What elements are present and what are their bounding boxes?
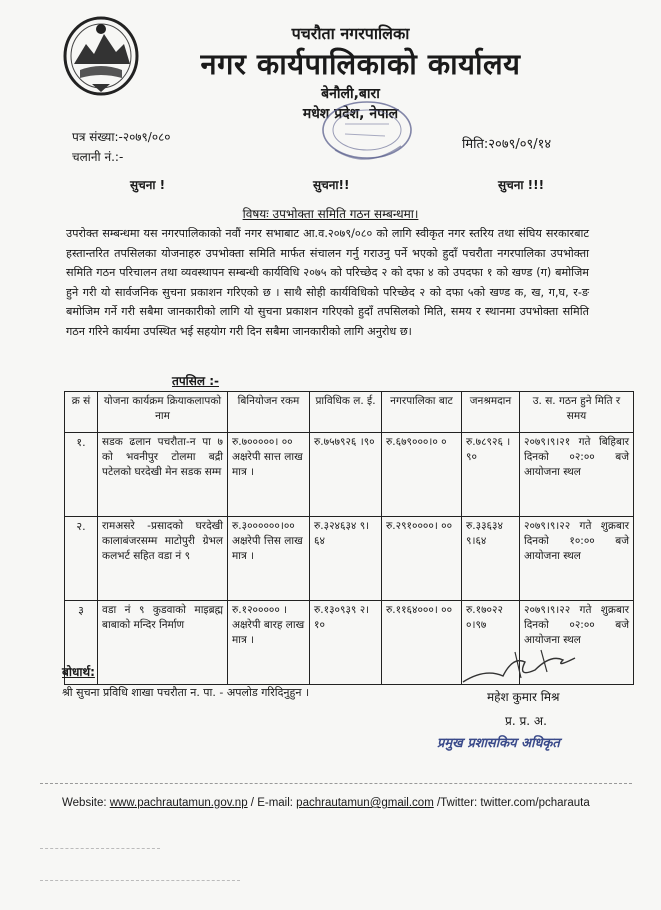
cell-municipality-share: रु.२९१००००। ०० [382, 517, 462, 601]
scan-mark [40, 880, 240, 881]
website-link[interactable]: www.pachrautamun.gov.np [109, 797, 248, 809]
header-estimate: प्राविधिक ल. ई. [310, 392, 382, 433]
cell-sn: २. [65, 517, 98, 601]
table-row [65, 433, 634, 517]
cell-schedule: २०७९।९।२२ गते शुक्रबार दिनको १०:०० बजे आयोजना स्थल [520, 517, 634, 601]
table-row [65, 517, 634, 601]
notice-label: सुचना ! [130, 178, 166, 192]
notice-label: सुचना!! [313, 178, 350, 192]
header-project-name: योजना कार्यक्रम क्रियाकलापको नाम [98, 392, 228, 433]
notice-body: उपरोक्त सम्बन्धमा यस नगरपालिकाको नवौं नगर सभाबाट आ.व.२०७९/०८० को लागि स्वीकृत नगर स्तरिय तथा संघिय सरकारबाट हस्तान्तरित तपसिलका योजनाहरु उपभोक्ता समिति मार्फत संचालन गर्नु गराउनु पर्ने भएको हुदाँ पचरौता नगरपालिका उपभोक्ता समिति गठन परिचालन तथा व्यवस्थापन सम्बन्धी कार्यविधि २०७५ को परिच्छेद २ को दफा ४ को उपदफा १ को खण्ड (ग) बमोजिम हुने गरी यो सार्वजनिक सुचना प्रकाशन गरिएको छ । साथै सोही कार्यविधिको परिच्छेद २ को दफा ५को खण्ड क, ख, ग,घ, र-ङ बमोजिम गर्ने गरी सबैमा जानकारीको लागि यो सुचना प्रकाशन गरिएको हुदाँ तपसिलको मिति, समय र स्थानमा उपभोक्ता समिति गठन गरिने कार्यमा उपस्थित भई सहयोग गरी दिन सबैमा जानकारीको लागि अनुरोध छ। [66, 227, 589, 338]
cell-budget: रु.१२००००० । अक्षरेपी बारह लाख मात्र । [228, 601, 310, 685]
subject-line: विषयः उपभोक्ता समिति गठन सम्बन्धमा। [242, 207, 419, 221]
cell-estimate: रु.१३०९३९ २।१० [310, 601, 382, 685]
cell-labor: रु.७८९२६ ।९० [462, 433, 520, 517]
table-header-row [65, 392, 634, 433]
cell-municipality-share: रु.६७९०००।० ० [382, 433, 462, 517]
cell-sn: १. [65, 433, 98, 517]
address-line-2: मधेश प्रदेश, नेपाल [302, 106, 399, 122]
cell-municipality-share: रु.११६४०००। ०० [382, 601, 462, 685]
municipality-name: पचरौता नगरपालिका [291, 24, 410, 43]
cell-estimate: रु.३२४६३४ ९।६४ [310, 517, 382, 601]
cell-schedule: २०७९।९।२२ गते शुक्रबार दिनको ०२:०० बजे आयोजना स्थल [520, 601, 634, 685]
cell-schedule: २०७९।९।२१ गते बिहिबार दिनको ०२:०० बजे आयोजना स्थल [520, 433, 634, 517]
address-line-1: बेनौली,बारा [321, 86, 380, 102]
header-budget: बिनियोजन रकम [228, 392, 310, 433]
website-label: Website: [62, 797, 110, 809]
email-label: / E-mail: [247, 797, 297, 809]
issue-date: मिति:२०७९/०९/१४ [462, 137, 552, 152]
cell-labor: रु.३३६३४ ९।६४ [462, 517, 520, 601]
footer-contact [62, 797, 590, 809]
office-title: नगर कार्यपालिकाको कार्यालय [200, 47, 521, 81]
signature-icon [455, 648, 585, 690]
cell-labor: रु.१७०२२ ०।९७ [462, 601, 520, 685]
signer-name: महेश कुमार मिश्र [487, 690, 560, 704]
cell-project-name: वडा नं ९ कुडवाको माइब्रह्म बाबाको मन्दिर निर्माण [98, 601, 228, 685]
footer-divider [40, 783, 632, 784]
cell-budget: रु.३००००००।०० अक्षरेपी त्तिस लाख मात्र । [228, 517, 310, 601]
header-municipality-share: नगरपालिका बाट [382, 392, 462, 433]
header-schedule: उ. स. गठन हुने मिति र समय [520, 392, 634, 433]
scan-mark [40, 848, 160, 849]
cell-project-name: सडक ढलान पचरौता-न पा ७ को भवनीपुर टोलमा बद्री पटेलको घरदेखी मेन सडक सम्म [98, 433, 228, 517]
notice-label: सुचना !!! [498, 178, 545, 192]
reference-number: पत्र संख्या:-२०७९/०८० [72, 130, 171, 144]
email-link[interactable]: pachrautamun@gmail.com [296, 797, 434, 809]
header-labor: जनश्रमदान [462, 392, 520, 433]
dispatch-number: चलानी नं.:- [72, 150, 124, 164]
cc-heading: बोधार्थ: [62, 665, 95, 679]
cc-recipient: श्री सुचना प्रविधि शाखा पचरौता न. पा. - अपलोड गरिदिनुहुन । [62, 686, 310, 699]
signer-title: प्रमुख प्रशासकिय अधिकृत [437, 736, 560, 751]
project-table [64, 391, 633, 685]
cell-project-name: रामअसरे -प्रसादको घरदेखी कालाबंजरसम्म माटोपुरी ग्रेभल कलभर्ट सहित वडा नं ९ [98, 517, 228, 601]
twitter-text: /Twitter: twitter.com/pcharauta [433, 797, 590, 809]
cell-estimate: रु.७५७९२६ ।९० [310, 433, 382, 517]
header-sn: क्र सं [65, 392, 98, 433]
cell-sn: ३ [65, 601, 98, 685]
signer-abbreviation: प्र. प्र. अ. [505, 714, 547, 728]
office-stamp-icon [305, 100, 415, 170]
cell-budget: रु.७०००००। ०० अक्षरेपी सात्त लाख मात्र । [228, 433, 310, 517]
details-heading: तपसिल :- [172, 374, 219, 388]
